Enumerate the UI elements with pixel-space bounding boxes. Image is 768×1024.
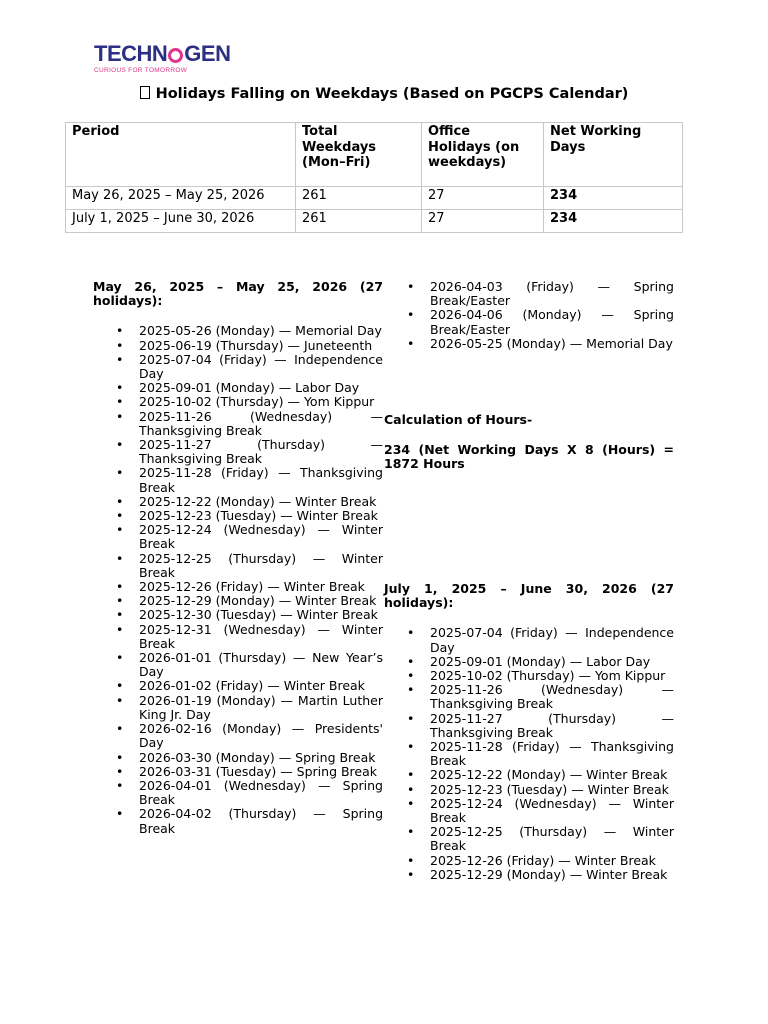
cell-office-holidays: 27 <box>422 210 544 233</box>
list-item: • 2025-12-24 (Wednesday) — Winter Break <box>384 797 674 825</box>
list-item: • 2025-12-25 (Thursday) — Winter Break <box>384 825 674 853</box>
period1-section <box>93 280 383 836</box>
list-item: • 2025-12-23 (Tuesday) — Winter Break <box>384 783 674 797</box>
cell-total-weekdays: 261 <box>296 187 422 210</box>
list-item: • 2025-12-30 (Tuesday) — Winter Break <box>93 608 383 622</box>
list-item: • 2025-12-26 (Friday) — Winter Break <box>93 580 383 594</box>
table-header-row <box>66 123 683 187</box>
cell-period: July 1, 2025 – June 30, 2026 <box>66 210 296 233</box>
list-item: • 2025-12-22 (Monday) — Winter Break <box>93 495 383 509</box>
list-item: • 2025-07-04 (Friday) — Independence Day <box>384 626 674 654</box>
period2-heading: July 1, 2025 – June 30, 2026 (27 holidays): <box>384 581 674 611</box>
list-item: • 2025-05-26 (Monday) — Memorial Day <box>93 324 383 338</box>
period2-section <box>384 582 674 882</box>
list-item: • 2025-11-28 (Friday) — Thanksgiving Break <box>384 740 674 768</box>
list-item: • 2025-06-19 (Thursday) — Juneteenth <box>93 339 383 353</box>
period1-holiday-list-continued <box>384 280 674 351</box>
page-title-text: Holidays Falling on Weekdays (Based on PGCPS Calendar) <box>155 86 629 102</box>
period2-holiday-list <box>384 626 674 882</box>
calculation-heading: Calculation of Hours- <box>384 412 533 427</box>
table-row <box>66 210 683 233</box>
list-item: • 2025-09-01 (Monday) — Labor Day <box>384 655 674 669</box>
logo-ring-icon <box>168 48 183 63</box>
list-item: • 2025-07-04 (Friday) — Independence Day <box>93 353 383 381</box>
list-item: • 2026-01-01 (Thursday) — New Year’s Day <box>93 651 383 679</box>
table-row <box>66 187 683 210</box>
list-item: • 2025-11-26 (Wednesday) — Thanksgiving Break <box>384 683 674 711</box>
list-item: • 2026-05-25 (Monday) — Memorial Day <box>384 337 674 351</box>
header-net-working-days: Net Working Days <box>544 123 683 187</box>
list-item: • 2025-12-22 (Monday) — Winter Break <box>384 768 674 782</box>
list-item: • 2026-04-03 (Friday) — Spring Break/Easter <box>384 280 674 308</box>
list-item: • 2025-12-24 (Wednesday) — Winter Break <box>93 523 383 551</box>
cell-net-working-days: 234 <box>544 187 683 210</box>
period1-continued-section <box>384 280 674 351</box>
cell-period: May 26, 2025 – May 25, 2026 <box>66 187 296 210</box>
list-item: • 2025-10-02 (Thursday) — Yom Kippur <box>384 669 674 683</box>
list-item: • 2025-11-27 (Thursday) — Thanksgiving Break <box>93 438 383 466</box>
list-item: • 2025-11-27 (Thursday) — Thanksgiving Break <box>384 712 674 740</box>
list-item: • 2026-04-06 (Monday) — Spring Break/Easter <box>384 308 674 336</box>
list-item: • 2025-10-02 (Thursday) — Yom Kippur <box>93 395 383 409</box>
calculation-section <box>384 413 674 472</box>
logo-tagline: CURIOUS FOR TOMORROW <box>94 67 188 74</box>
header-total-weekdays: Total Weekdays (Mon–Fri) <box>296 123 422 187</box>
list-item: • 2026-02-16 (Monday) — Presidents' Day <box>93 722 383 750</box>
page-title <box>0 86 768 102</box>
list-item: • 2026-04-01 (Wednesday) — Spring Break <box>93 779 383 807</box>
logo-text-suffix: GEN <box>184 41 231 66</box>
calculation-formula: 234 (Net Working Days X 8 (Hours) = 1872 Hours <box>384 442 674 472</box>
list-item: • 2026-04-02 (Thursday) — Spring Break <box>93 807 383 835</box>
list-item: • 2025-12-26 (Friday) — Winter Break <box>384 854 674 868</box>
summary-table <box>65 122 683 233</box>
list-item: • 2025-12-29 (Monday) — Winter Break <box>384 868 674 882</box>
company-logo <box>94 42 234 78</box>
list-item: • 2025-11-28 (Friday) — Thanksgiving Break <box>93 466 383 494</box>
list-item: • 2025-11-26 (Wednesday) — Thanksgiving Break <box>93 410 383 438</box>
period1-heading: May 26, 2025 – May 25, 2026 (27 holidays): <box>93 279 383 309</box>
header-period: Period <box>66 123 296 187</box>
list-item: • 2025-12-29 (Monday) — Winter Break <box>93 594 383 608</box>
period1-holiday-list <box>93 324 383 835</box>
header-office-holidays: Office Holidays (on weekdays) <box>422 123 544 187</box>
cell-net-working-days: 234 <box>544 210 683 233</box>
cell-office-holidays: 27 <box>422 187 544 210</box>
list-item: • 2026-01-02 (Friday) — Winter Break <box>93 679 383 693</box>
list-item: • 2026-03-30 (Monday) — Spring Break <box>93 751 383 765</box>
cell-total-weekdays: 261 <box>296 210 422 233</box>
logo-text-prefix: TECHN <box>94 41 168 66</box>
list-item: • 2026-01-19 (Monday) — Martin Luther King Jr. Day <box>93 694 383 722</box>
missing-glyph-icon <box>140 86 150 99</box>
list-item: • 2026-03-31 (Tuesday) — Spring Break <box>93 765 383 779</box>
list-item: • 2025-12-31 (Wednesday) — Winter Break <box>93 623 383 651</box>
list-item: • 2025-12-23 (Tuesday) — Winter Break <box>93 509 383 523</box>
list-item: • 2025-12-25 (Thursday) — Winter Break <box>93 552 383 580</box>
list-item: • 2025-09-01 (Monday) — Labor Day <box>93 381 383 395</box>
